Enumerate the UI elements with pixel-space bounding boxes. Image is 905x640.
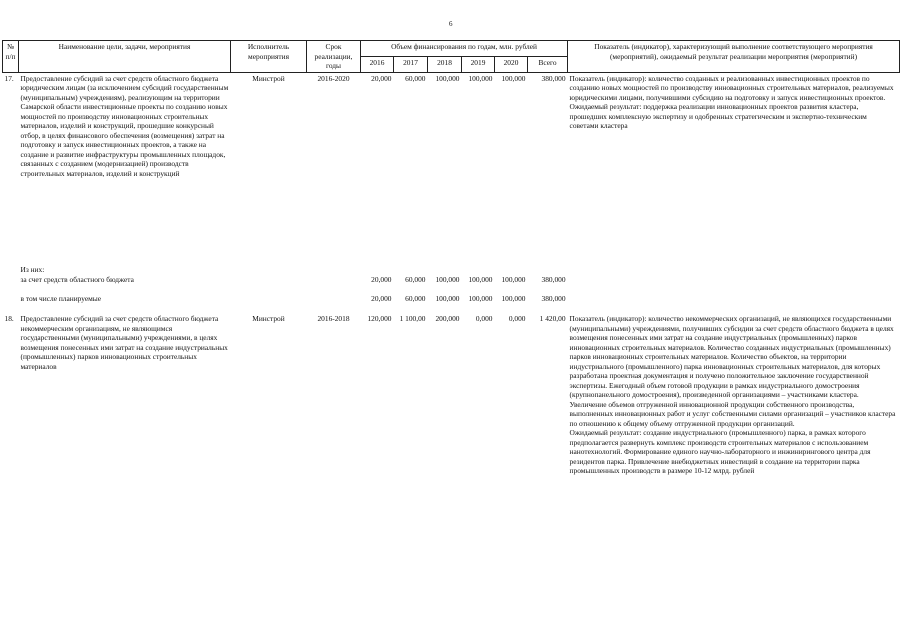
- header-term: Срок реализации, годы: [307, 41, 361, 73]
- subrow-label: [19, 264, 231, 285]
- value-2016: 20,000: [371, 274, 392, 284]
- executor: Минстрой: [252, 314, 285, 323]
- row-number: 17.: [4, 73, 14, 83]
- value-2019: 0,000: [475, 314, 493, 323]
- value-2018: 100,000: [435, 294, 460, 304]
- program-activities-table: [2, 40, 900, 477]
- value-2020: 100,000: [501, 294, 526, 304]
- value-total: 380,000: [541, 73, 566, 83]
- value-2020: 100,000: [501, 73, 526, 83]
- header-year-2019: 2019: [462, 56, 495, 72]
- subrow-label-text: за счет средств областного бюджета: [20, 274, 134, 284]
- value-2018: 100,000: [435, 73, 460, 83]
- header-funding: Объем финансирования по годам, млн. рублей: [361, 41, 568, 57]
- header-year-2016: 2016: [361, 56, 394, 72]
- value-2017: 60,000: [405, 73, 426, 83]
- header-indicator: Показатель (индикатор), характеризующий выполнение соответствующего мероприятия (мероприятий), ожидаемый результат реализации мероприятия (мероприятий): [568, 41, 900, 73]
- header-year-2018: 2018: [428, 56, 462, 72]
- value-2019: 100,000: [468, 294, 493, 304]
- value-2020: 100,000: [501, 274, 526, 284]
- activity-name: Предоставление субсидий за счет средств областного бюджета некоммерческим организациям, не являющимся государственными (муниципальными) учреждениями, в целях возмещения понесенных ими затрат на создание индустриальных (промышленных) парков инновационных строительных материалов: [20, 314, 228, 371]
- value-2019: 100,000: [468, 73, 493, 83]
- term: 2016-2020: [317, 73, 350, 83]
- table-row: [3, 313, 900, 477]
- value-2018: 200,000: [435, 314, 460, 323]
- value-2016: 20,000: [371, 73, 392, 83]
- indicator-text: Показатель (индикатор): количество созданных и реализованных инвестиционных проектов по созданию новых мощностей по производству инновационных строительных материалов, реализуемых юридическими лицами, получившими субсидию на подготовку и запуск инвестиционных проектов. Ожидаемый результат: поддержка реализации инновационных проектов развития кластера, прошедших комплексную экспертизу и одобренных стратегическим и экспертно-техническим советами кластера: [569, 73, 894, 130]
- value-2016: 120,000: [367, 314, 392, 323]
- page-number: 6: [449, 20, 453, 28]
- subrow-label: в том числе планируемые: [20, 294, 102, 304]
- header-year-2017: 2017: [394, 56, 428, 72]
- header-num: № п/п: [3, 41, 19, 73]
- value-total: 1 420,00: [539, 314, 566, 323]
- value-2020: 0,000: [508, 314, 526, 323]
- value-total: 380,000: [541, 274, 566, 284]
- value-2017: 1 100,00: [399, 314, 426, 323]
- header-executor: Исполнитель мероприятия: [231, 41, 307, 73]
- header-total: Всего: [528, 56, 568, 72]
- header-name: Наименование цели, задачи, мероприятия: [19, 41, 231, 73]
- term: 2016-2018: [317, 314, 350, 323]
- row-number: 18.: [4, 314, 14, 323]
- subrow-label-iz: Из них:: [20, 265, 45, 274]
- table-row: [3, 285, 900, 313]
- value-2017: 60,000: [405, 274, 426, 284]
- indicator-text: Показатель (индикатор): количество некоммерческих организаций, не являющихся государственными (муниципальными) учреждениями, получивших субсидии за счет средств областного бюджета в целях возмещения понесенных ими затрат на создание индустриальных (промышленных) парков инновационных строительных материалов. Количество созданных индустриальных (промышленных) парков инновационных строительных материалов. Количество объектов, на территории индустриального (промышленного) парка инновационных строительных материалов, для которых разработана проектная документация и получено положительное заключение государственной экспертизы. Ежегодный объем готовой продукции в рамках индустриального домостроения (крупнопанельного домостроения), произведенной организациями – участниками кластера. Увеличение объемов отгруженной инновационной продукции собственного производства, выполненных инновационных работ и услуг собственными силами организаций – участников кластера по отношению к общему объему отгруженной продукции организаций. Ожидаемый результат: создание индустриального (промышленного) парка, в рамках которого предполагается развернуть комплекс производств строительных материалов с использованием нанотехнологий. Формирование единого научно-лабораторного и инжинирингового центра для резидентов парка. Привлечение внебюджетных инвестиций в создание на территории парка промышленных производств в размере 10-12 млрд. рублей: [569, 314, 896, 475]
- value-2019: 100,000: [468, 274, 493, 284]
- executor: Минстрой: [252, 73, 285, 83]
- table-row: [3, 72, 900, 264]
- activity-name: Предоставление субсидий за счет средств областного бюджета юридическим лицам (за исключением субсидий государственным (муниципальным) учреждениям), реализующим на территории Самарской области инвестиционные проекты по созданию новых мощностей по производству инновационных строительных материалов, изделий и конструкций, прошедшие конкурсный отбор, в целях финансового обеспечения (возмещения) затрат на подготовку и запуск инвестиционных проектов, а также на создание и развитие инфраструктуры промышленных площадок, связанных с созданием (модернизацией) производств строительных материалов, изделий и конструкций: [20, 73, 229, 178]
- value-total: 380,000: [541, 294, 566, 304]
- value-2016: 20,000: [371, 294, 392, 304]
- table-row: [3, 264, 900, 285]
- value-2018: 100,000: [435, 274, 460, 284]
- value-2017: 60,000: [405, 294, 426, 304]
- header-year-2020: 2020: [495, 56, 528, 72]
